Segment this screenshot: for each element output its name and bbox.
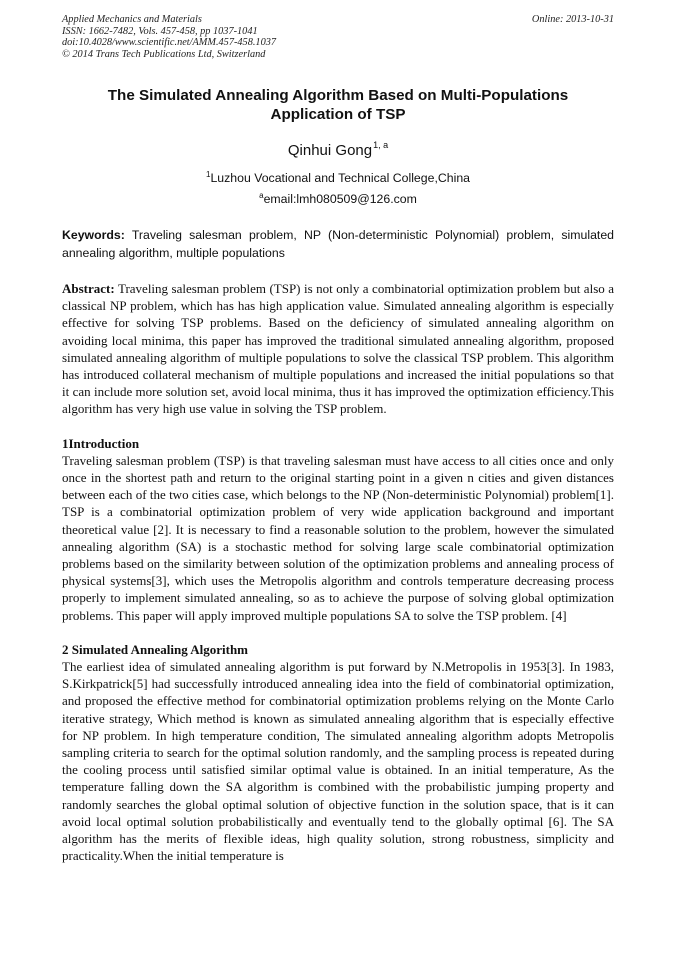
section-heading-introduction: 1Introduction [62,435,140,451]
author-superscript: 1, a [373,140,389,150]
issn-line: ISSN: 1662-7482, Vols. 457-458, pp 1037-1041 [62,25,258,37]
abstract-text: Traveling salesman problem (TSP) is not only a combinatorial optimization problem but also a classical NP problem, which has has high application value. Simulated annealing algorithm is especially effective for solving TSP problems. Based on the deficiency of simulated annealing algorithm on avoiding local minima, this paper has improved the traditional simulated annealing algorithm, proposed simulated annealing algorithm of multiple populations to solve the classical TSP problem. This algorithm has introduced collateral mechanism of multiple populations and increased the initial populations so that it can include more solution set, avoid local minima, thus it has improved the optimization efficiency.This algorithm has very high use value in solving the TSP problem. [62,281,614,417]
author-email: email:lmh080509@126.com [263,192,417,206]
doi-line: doi:10.4028/www.scientific.net/AMM.457-458.1037 [62,37,277,48]
email-superscript: a [259,191,264,200]
abstract-block [62,280,614,418]
affiliation [62,166,614,208]
section-heading-simulated-annealing: 2 Simulated Annealing Algorithm [62,641,248,657]
keywords-block [62,226,614,262]
paper-title: The Simulated Annealing Algorithm Based on Multi-Populations Application of TSP [107,87,569,123]
keywords-text: Traveling salesman problem, NP (Non-deterministic Polynomial) problem, simulated annealing algorithm, multiple populations [62,228,615,260]
institution-name: Luzhou Vocational and Technical College,China [210,171,470,185]
email-line [62,187,614,208]
copyright-line: © 2014 Trans Tech Publications Ltd, Switzerland [62,48,266,60]
author-line [62,136,614,160]
paper-page [62,14,614,865]
journal-name: Applied Mechanics and Materials [62,14,202,25]
journal-header [62,14,614,60]
abstract-label: Abstract: [62,281,115,296]
section-body-simulated-annealing: The earliest idea of simulated annealing algorithm is put forward by N.Metropolis in 1953[3]. In 1983, S.Kirkpatrick[5] had successfully introduced annealing idea into the field of combinatorial optimization, and proposed the effective method for combinatorial optimization problems relying on the Monte Carlo iterative strategy, Which method is known as simulated annealing algorithm that is especially effective for NP problem. In high temperature condition, The simulated annealing algorithm adopts Metropolis sampling criteria to search for the optimal solution randomly, and the sampling process is repeated during the cooling process until satisfied similar optimal value is obtained. In an initial temperature, As the temperature falling down the SA algorithm is combined with the probabilistic jumping property and randomly searches the global optimal solution of objective function in the solution space, that is it can avoid local optimal solution probabilistically and eventually tend to the globally optimal [6]. The SA algorithm has the merits of flexible ideas, high quality solution, strong robustness, simplicity and practicality.When the initial temperature is [62,659,614,864]
institution-line [62,166,614,187]
keywords-label: Keywords: [62,228,125,242]
author-name: Qinhui Gong [287,142,373,159]
institution-superscript: 1 [205,170,211,179]
online-date: Online: 2013-10-31 [531,14,614,25]
section-body-introduction: Traveling salesman problem (TSP) is that traveling salesman must have access to all cities once and only once in the shortest path and return to the original starting point in a given n cities and given distances between each of the two cities case, which belongs to the NP (Non-deterministic Polynomial) problem[1]. TSP is a combinatorial optimization problem of very wide application background and important theoretical value [2]. It is necessary to find a reasonable solution to the problem, however the simulated annealing algorithm (SA) is a stochastic method for solving large scale combinatorial optimization problems based on the similarity between solution of the optimization problems and annealing process of physical systems[3], which uses the Metropolis algorithm and controls temperature decreasing process properly to implement simulated annealing, so as to achieve the purpose of solving global optimization problems. This paper will apply improved multiple populations SA to solve the TSP problem. [4] [62,452,614,623]
